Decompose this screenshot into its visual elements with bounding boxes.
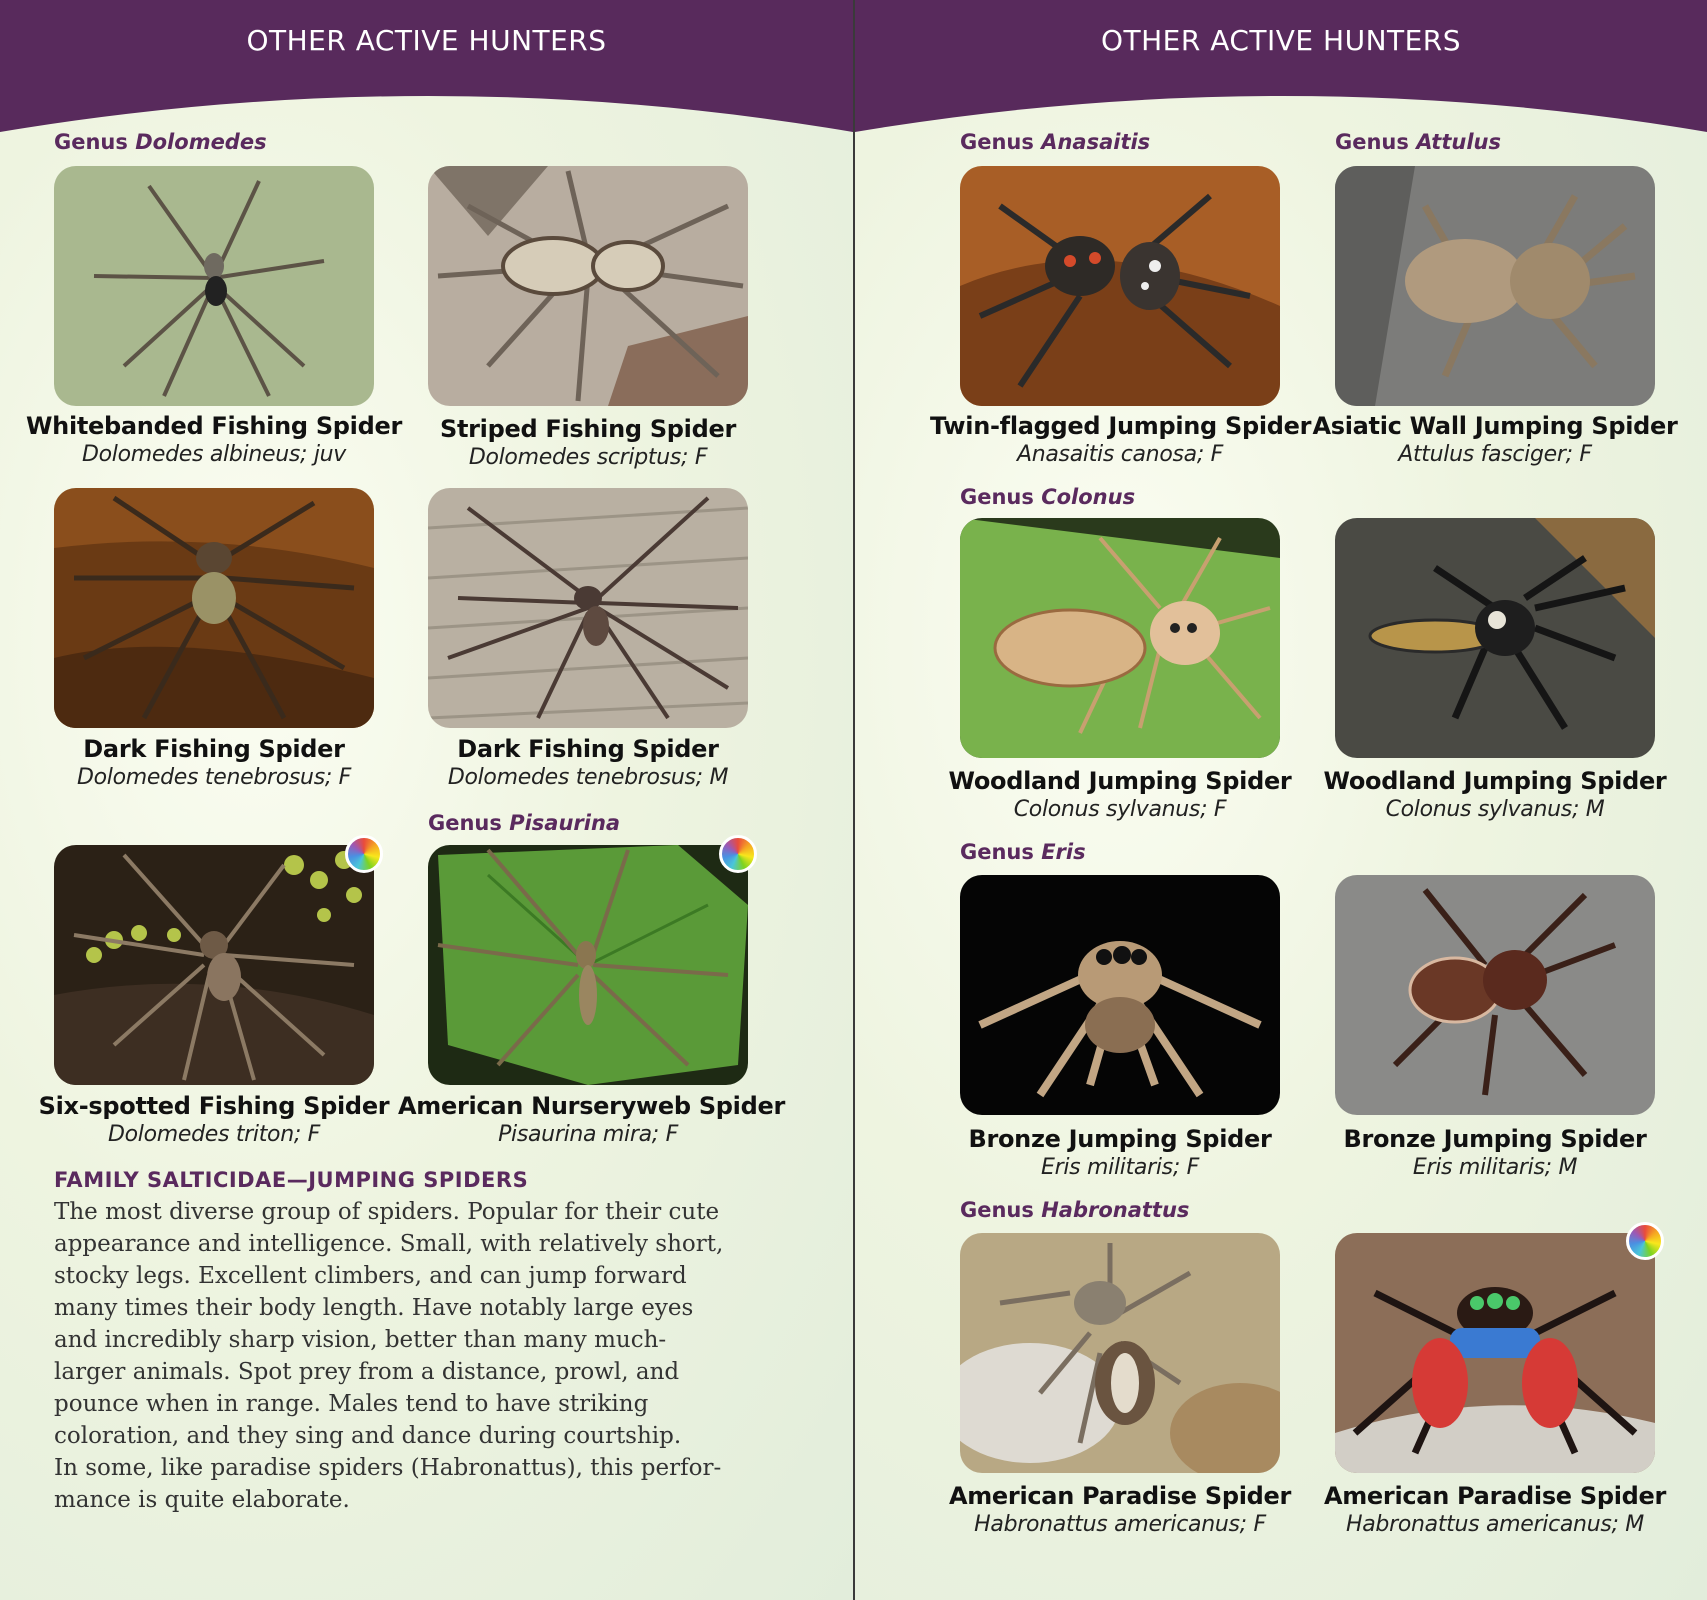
genus-label-eris: Genus Eris <box>960 840 1086 864</box>
genus-label-habronattus: Genus Habronattus <box>960 1198 1190 1222</box>
caption-american-paradise-spider-female <box>930 1482 1310 1537</box>
caption-bronze-jumping-spider-female <box>930 1125 1310 1180</box>
photo-asiatic-wall-jumping-spider <box>1335 166 1655 406</box>
right-page <box>855 0 1707 1600</box>
genus-label-colonus: Genus Colonus <box>960 485 1136 509</box>
caption-twin-flagged-jumping-spider <box>930 412 1310 467</box>
scientific-name: Dolomedes triton; F <box>107 1122 321 1147</box>
photo-dark-fishing-spider-female <box>54 488 374 728</box>
common-name: Woodland Jumping Spider <box>948 767 1292 795</box>
scientific-name: Habronattus americanus; F <box>974 1512 1266 1537</box>
photo-dark-fishing-spider-male <box>428 488 748 728</box>
common-name: Asiatic Wall Jumping Spider <box>1312 412 1678 440</box>
common-name: Dark Fishing Spider <box>457 735 719 763</box>
scientific-name: Eris militaris; F <box>1041 1155 1199 1180</box>
genus-label-dolomedes: Genus Dolomedes <box>54 130 267 154</box>
caption-asiatic-wall-jumping-spider <box>1305 412 1685 467</box>
common-name: American Nurseryweb Spider <box>398 1092 786 1120</box>
scientific-name: Colonus sylvanus; M <box>1385 797 1605 822</box>
header-band <box>855 0 1707 140</box>
photo-whitebanded-fishing-spider <box>54 166 374 406</box>
photo-american-paradise-spider-male <box>1335 1233 1655 1473</box>
scientific-name: Dolomedes tenebrosus; F <box>76 765 352 790</box>
photo-american-paradise-spider-female <box>960 1233 1280 1473</box>
genus-label-pisaurina: Genus Pisaurina <box>428 811 621 835</box>
page-title: OTHER ACTIVE HUNTERS <box>1100 24 1462 57</box>
photo-striped-fishing-spider <box>428 166 748 406</box>
caption-whitebanded-fishing-spider <box>24 412 404 467</box>
caption-dark-fishing-spider-female <box>24 735 404 790</box>
caption-woodland-jumping-spider-male <box>1305 767 1685 822</box>
scientific-name: Dolomedes scriptus; F <box>468 445 708 470</box>
caption-american-nurseryweb-spider <box>398 1092 786 1147</box>
photo-bronze-jumping-spider-male <box>1335 875 1655 1115</box>
scientific-name: Dolomedes tenebrosus; M <box>447 765 729 790</box>
common-name: American Paradise Spider <box>948 1482 1292 1510</box>
photo-bronze-jumping-spider-female <box>960 875 1280 1115</box>
common-name: Woodland Jumping Spider <box>1323 767 1667 795</box>
photo-american-nurseryweb-spider <box>428 845 748 1085</box>
scientific-name: Pisaurina mira; F <box>498 1122 678 1147</box>
common-name: Bronze Jumping Spider <box>1343 1125 1647 1153</box>
photo-six-spotted-fishing-spider <box>54 845 374 1085</box>
common-name: Dark Fishing Spider <box>83 735 345 763</box>
family-heading: FAMILY SALTICIDAE—JUMPING SPIDERS <box>54 1168 529 1192</box>
scientific-name: Attulus fasciger; F <box>1398 442 1592 467</box>
common-name: Twin-flagged Jumping Spider <box>930 412 1312 440</box>
family-description: The most diverse group of spiders. Popular for their cute appearance and intelligence. Small, with relatively short, stocky legs. Excellent climbers, and can jump forward many times their body length. Have notably large eyes and incredibly sharp vision, better than many much- larger animals. Spot prey from a distance, prowl, and pounce when in range. Males tend to have striking coloration, and they sing and dance during courtship. In some, like paradise spiders (Habronattus), this perfor- mance is quite elaborate. <box>54 1199 724 1513</box>
caption-six-spotted-fishing-spider <box>24 1092 404 1147</box>
scientific-name: Colonus sylvanus; F <box>1013 797 1227 822</box>
scientific-name: Eris militaris; M <box>1412 1155 1578 1180</box>
color-wheel-icon <box>345 835 383 873</box>
left-page <box>0 0 853 1600</box>
scientific-name: Habronattus americanus; M <box>1346 1512 1644 1537</box>
header-band <box>0 0 853 140</box>
photo-twin-flagged-jumping-spider <box>960 166 1280 406</box>
common-name: Whitebanded Fishing Spider <box>25 412 402 440</box>
scientific-name: Dolomedes albineus; juv <box>81 442 347 467</box>
caption-striped-fishing-spider <box>398 415 778 470</box>
common-name: Bronze Jumping Spider <box>968 1125 1272 1153</box>
caption-woodland-jumping-spider-female <box>930 767 1310 822</box>
common-name: Six-spotted Fishing Spider <box>38 1092 390 1120</box>
page-title: OTHER ACTIVE HUNTERS <box>246 24 607 57</box>
common-name: Striped Fishing Spider <box>439 415 737 443</box>
scientific-name: Anasaitis canosa; F <box>1016 442 1223 467</box>
color-wheel-icon <box>719 835 757 873</box>
photo-woodland-jumping-spider-male <box>1335 518 1655 758</box>
genus-label-anasaitis: Genus Anasaitis <box>960 130 1151 154</box>
caption-dark-fishing-spider-male <box>398 735 778 790</box>
photo-woodland-jumping-spider-female <box>960 518 1280 758</box>
common-name: American Paradise Spider <box>1323 1482 1667 1510</box>
caption-bronze-jumping-spider-male <box>1305 1125 1685 1180</box>
color-wheel-icon <box>1626 1222 1664 1260</box>
genus-label-attulus: Genus Attulus <box>1335 130 1501 154</box>
caption-american-paradise-spider-male <box>1305 1482 1685 1537</box>
